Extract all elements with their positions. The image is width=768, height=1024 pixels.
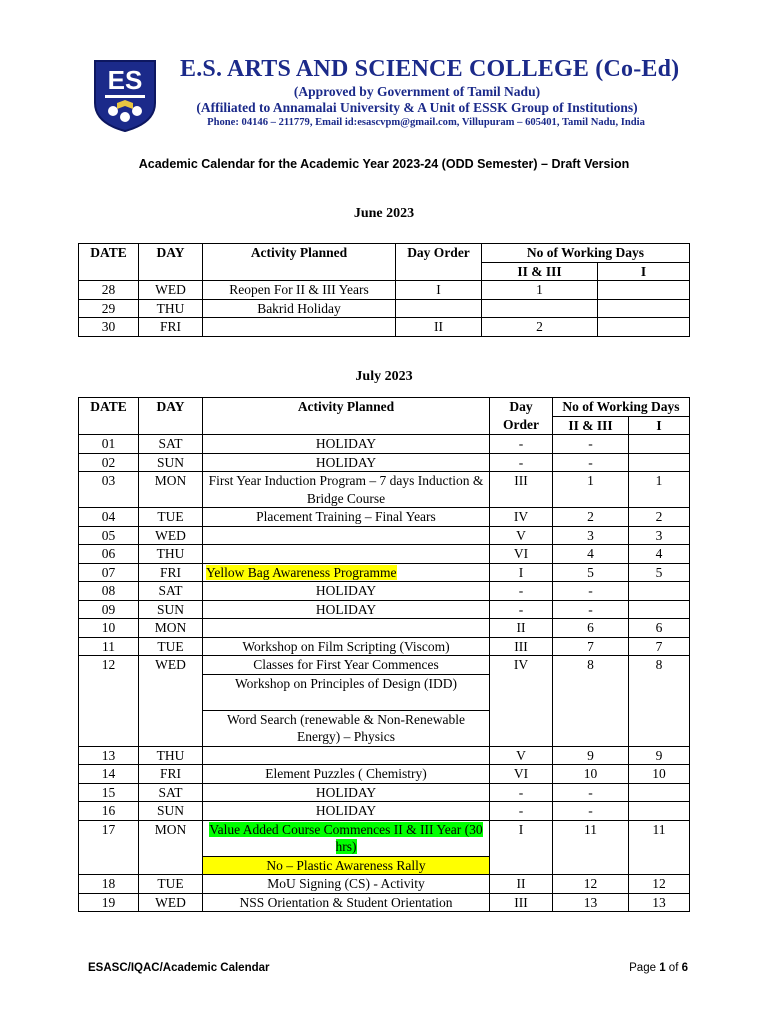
cell-day: MON <box>139 472 203 508</box>
cell-ii-iii: - <box>553 600 629 619</box>
cell-day: THU <box>139 746 203 765</box>
footer-reference: ESASC/IQAC/Academic Calendar <box>88 962 270 974</box>
cell-date: 10 <box>79 619 139 638</box>
table-row <box>79 545 690 564</box>
cell-day-order: III <box>490 472 553 508</box>
cell-i <box>598 299 690 318</box>
cell-date: 07 <box>79 563 139 582</box>
table-row <box>79 802 690 821</box>
cell-day: WED <box>139 526 203 545</box>
cell-day: TUE <box>139 508 203 527</box>
table-row <box>79 656 690 675</box>
cell-day: SUN <box>139 802 203 821</box>
cell-i: 9 <box>629 746 690 765</box>
table-row <box>79 893 690 912</box>
cell-i: 5 <box>629 563 690 582</box>
col-day: DAY <box>139 398 203 435</box>
cell-activity: Workshop on Film Scripting (Viscom) <box>203 637 490 656</box>
table-row <box>79 508 690 527</box>
table-row <box>79 820 690 856</box>
cell-day: THU <box>139 545 203 564</box>
cell-day: FRI <box>139 318 203 337</box>
cell-day-order: I <box>490 563 553 582</box>
cell-activity: MoU Signing (CS) - Activity <box>203 875 490 894</box>
cell-i <box>629 802 690 821</box>
table-row <box>79 563 690 582</box>
cell-day-order <box>396 299 482 318</box>
cell-day-order: II <box>490 875 553 894</box>
cell-date: 06 <box>79 545 139 564</box>
cell-date: 09 <box>79 600 139 619</box>
cell-date: 05 <box>79 526 139 545</box>
table-row <box>79 526 690 545</box>
cell-day-order: I <box>396 281 482 300</box>
page-current: 1 <box>659 962 666 974</box>
cell-day: WED <box>139 656 203 747</box>
cell-activity: Placement Training – Final Years <box>203 508 490 527</box>
cell-activity: First Year Induction Program – 7 days Induction & Bridge Course <box>203 472 490 508</box>
table-row <box>79 619 690 638</box>
table-row <box>79 299 690 318</box>
cell-activity: HOLIDAY <box>203 435 490 454</box>
june-calendar-table <box>78 243 690 337</box>
cell-day-order: VI <box>490 545 553 564</box>
cell-day: TUE <box>139 875 203 894</box>
cell-i: 4 <box>629 545 690 564</box>
cell-day: TUE <box>139 637 203 656</box>
cell-date: 12 <box>79 656 139 747</box>
cell-date: 04 <box>79 508 139 527</box>
cell-i: 3 <box>629 526 690 545</box>
cell-date: 15 <box>79 783 139 802</box>
highlighted-activity: Yellow Bag Awareness Programme <box>206 564 397 580</box>
cell-day: MON <box>139 619 203 638</box>
table-row <box>79 746 690 765</box>
cell-day-order: - <box>490 783 553 802</box>
cell-ii-iii: 1 <box>553 472 629 508</box>
col-working-days: No of Working Days <box>553 398 690 417</box>
table-row <box>79 783 690 802</box>
approval-line: (Approved by Government of Tamil Nadu) <box>293 84 541 99</box>
col-i: I <box>598 262 690 281</box>
page-total: 6 <box>681 962 688 974</box>
cell-i <box>629 453 690 472</box>
cell-ii-iii: 12 <box>553 875 629 894</box>
cell-date: 14 <box>79 765 139 784</box>
page-number <box>629 962 688 974</box>
cell-activity <box>203 820 490 856</box>
cell-day: SUN <box>139 600 203 619</box>
cell-date: 18 <box>79 875 139 894</box>
table-row <box>79 281 690 300</box>
col-ii-iii: II & III <box>553 416 629 435</box>
cell-day: SAT <box>139 783 203 802</box>
cell-day: FRI <box>139 765 203 784</box>
cell-activity: Reopen For II & III Years <box>203 281 396 300</box>
cell-day-order: - <box>490 582 553 601</box>
cell-i: 7 <box>629 637 690 656</box>
cell-ii-iii: - <box>553 582 629 601</box>
cell-activity: HOLIDAY <box>203 802 490 821</box>
col-date: DATE <box>79 398 139 435</box>
cell-ii-iii: 10 <box>553 765 629 784</box>
cell-day-order: - <box>490 453 553 472</box>
cell-activity: HOLIDAY <box>203 783 490 802</box>
cell-ii-iii: 6 <box>553 619 629 638</box>
affiliation-line: (Affiliated to Annamalai University & A Unit of ESSK Group of Institutions) <box>196 100 638 115</box>
cell-i: 11 <box>629 820 690 875</box>
table-row <box>79 453 690 472</box>
col-day-order <box>490 398 553 435</box>
cell-activity: Workshop on Principles of Design (IDD) <box>203 674 490 710</box>
cell-ii-iii: 2 <box>482 318 598 337</box>
cell-date: 29 <box>79 299 139 318</box>
cell-i: 13 <box>629 893 690 912</box>
cell-date: 28 <box>79 281 139 300</box>
cell-day: SAT <box>139 435 203 454</box>
cell-ii-iii: 1 <box>482 281 598 300</box>
cell-day-order: - <box>490 802 553 821</box>
cell-activity <box>203 545 490 564</box>
cell-date: 16 <box>79 802 139 821</box>
cell-ii-iii: 3 <box>553 526 629 545</box>
cell-date: 01 <box>79 435 139 454</box>
college-name: E.S. ARTS AND SCIENCE COLLEGE (Co-Ed) <box>180 56 680 82</box>
cell-day: SAT <box>139 582 203 601</box>
col-day-order: Day Order <box>396 244 482 281</box>
cell-day-order: IV <box>490 508 553 527</box>
cell-i <box>629 435 690 454</box>
cell-activity: HOLIDAY <box>203 453 490 472</box>
cell-ii-iii: 13 <box>553 893 629 912</box>
cell-ii-iii: 9 <box>553 746 629 765</box>
table-row <box>79 637 690 656</box>
cell-ii-iii <box>482 299 598 318</box>
cell-date: 11 <box>79 637 139 656</box>
cell-i <box>629 783 690 802</box>
cell-ii-iii: - <box>553 435 629 454</box>
july-calendar-table <box>78 397 690 912</box>
cell-day-order: II <box>396 318 482 337</box>
cell-day-order: - <box>490 435 553 454</box>
table-row <box>79 875 690 894</box>
cell-ii-iii: - <box>553 802 629 821</box>
cell-day-order: V <box>490 526 553 545</box>
cell-ii-iii: 2 <box>553 508 629 527</box>
cell-i: 1 <box>629 472 690 508</box>
cell-i: 10 <box>629 765 690 784</box>
cell-ii-iii: 5 <box>553 563 629 582</box>
cell-i: 2 <box>629 508 690 527</box>
cell-i <box>598 318 690 337</box>
cell-date: 02 <box>79 453 139 472</box>
cell-day-order: III <box>490 893 553 912</box>
cell-activity: HOLIDAY <box>203 600 490 619</box>
cell-date: 13 <box>79 746 139 765</box>
contact-line: Phone: 04146 – 211779, Email id:esascvpm@gmail.com, Villupuram – 605401, Tamil Nadu, India <box>207 117 645 128</box>
col-activity: Activity Planned <box>203 398 490 435</box>
highlighted-activity: Value Added Course Commences II & III Year (30 hrs) <box>209 821 483 854</box>
day-order-line2: Order <box>503 416 539 432</box>
cell-activity: NSS Orientation & Student Orientation <box>203 893 490 912</box>
cell-day: WED <box>139 281 203 300</box>
cell-date: 03 <box>79 472 139 508</box>
cell-date: 17 <box>79 820 139 875</box>
page-of: of <box>665 962 682 974</box>
col-ii-iii: II & III <box>482 262 598 281</box>
cell-day-order: II <box>490 619 553 638</box>
cell-i: 12 <box>629 875 690 894</box>
cell-day-order: VI <box>490 765 553 784</box>
cell-day-order: V <box>490 746 553 765</box>
document-title: Academic Calendar for the Academic Year 2023-24 (ODD Semester) – Draft Version <box>138 157 630 171</box>
cell-day: SUN <box>139 453 203 472</box>
table-row <box>79 600 690 619</box>
col-working-days: No of Working Days <box>482 244 690 263</box>
table-row <box>79 435 690 454</box>
cell-day: THU <box>139 299 203 318</box>
cell-activity <box>203 526 490 545</box>
cell-ii-iii: 7 <box>553 637 629 656</box>
cell-i <box>629 600 690 619</box>
logo-text: ES <box>107 65 143 95</box>
col-i: I <box>629 416 690 435</box>
cell-activity-highlighted: No – Plastic Awareness Rally <box>203 856 490 875</box>
cell-activity: Element Puzzles ( Chemistry) <box>203 765 490 784</box>
table-row <box>79 472 690 508</box>
cell-activity: Word Search (renewable & Non-Renewable Energy) – Physics <box>203 710 490 746</box>
cell-activity <box>203 619 490 638</box>
cell-date: 08 <box>79 582 139 601</box>
cell-activity: Classes for First Year Commences <box>203 656 490 675</box>
cell-ii-iii: 11 <box>553 820 629 875</box>
cell-ii-iii: - <box>553 783 629 802</box>
cell-day-order: I <box>490 820 553 875</box>
col-date: DATE <box>79 244 139 281</box>
cell-activity <box>203 746 490 765</box>
day-order-line1: Day <box>509 399 533 414</box>
cell-day: MON <box>139 820 203 875</box>
cell-day-order: III <box>490 637 553 656</box>
cell-activity: HOLIDAY <box>203 582 490 601</box>
cell-i <box>598 281 690 300</box>
table-row <box>79 582 690 601</box>
page-prefix: Page <box>629 962 660 974</box>
cell-day: WED <box>139 893 203 912</box>
cell-i <box>629 582 690 601</box>
cell-ii-iii: - <box>553 453 629 472</box>
cell-day: FRI <box>139 563 203 582</box>
college-logo <box>93 57 157 133</box>
table-row <box>79 318 690 337</box>
cell-i: 6 <box>629 619 690 638</box>
month-heading-june: June 2023 <box>353 206 415 221</box>
cell-day-order: - <box>490 600 553 619</box>
cell-day-order: IV <box>490 656 553 747</box>
cell-date: 19 <box>79 893 139 912</box>
cell-date: 30 <box>79 318 139 337</box>
table-row <box>79 765 690 784</box>
col-day: DAY <box>139 244 203 281</box>
cell-activity: Bakrid Holiday <box>203 299 396 318</box>
col-activity: Activity Planned <box>203 244 396 281</box>
cell-ii-iii: 8 <box>553 656 629 747</box>
month-heading-july: July 2023 <box>355 369 413 384</box>
cell-activity <box>203 318 396 337</box>
cell-activity <box>203 563 490 582</box>
cell-ii-iii: 4 <box>553 545 629 564</box>
cell-i: 8 <box>629 656 690 747</box>
